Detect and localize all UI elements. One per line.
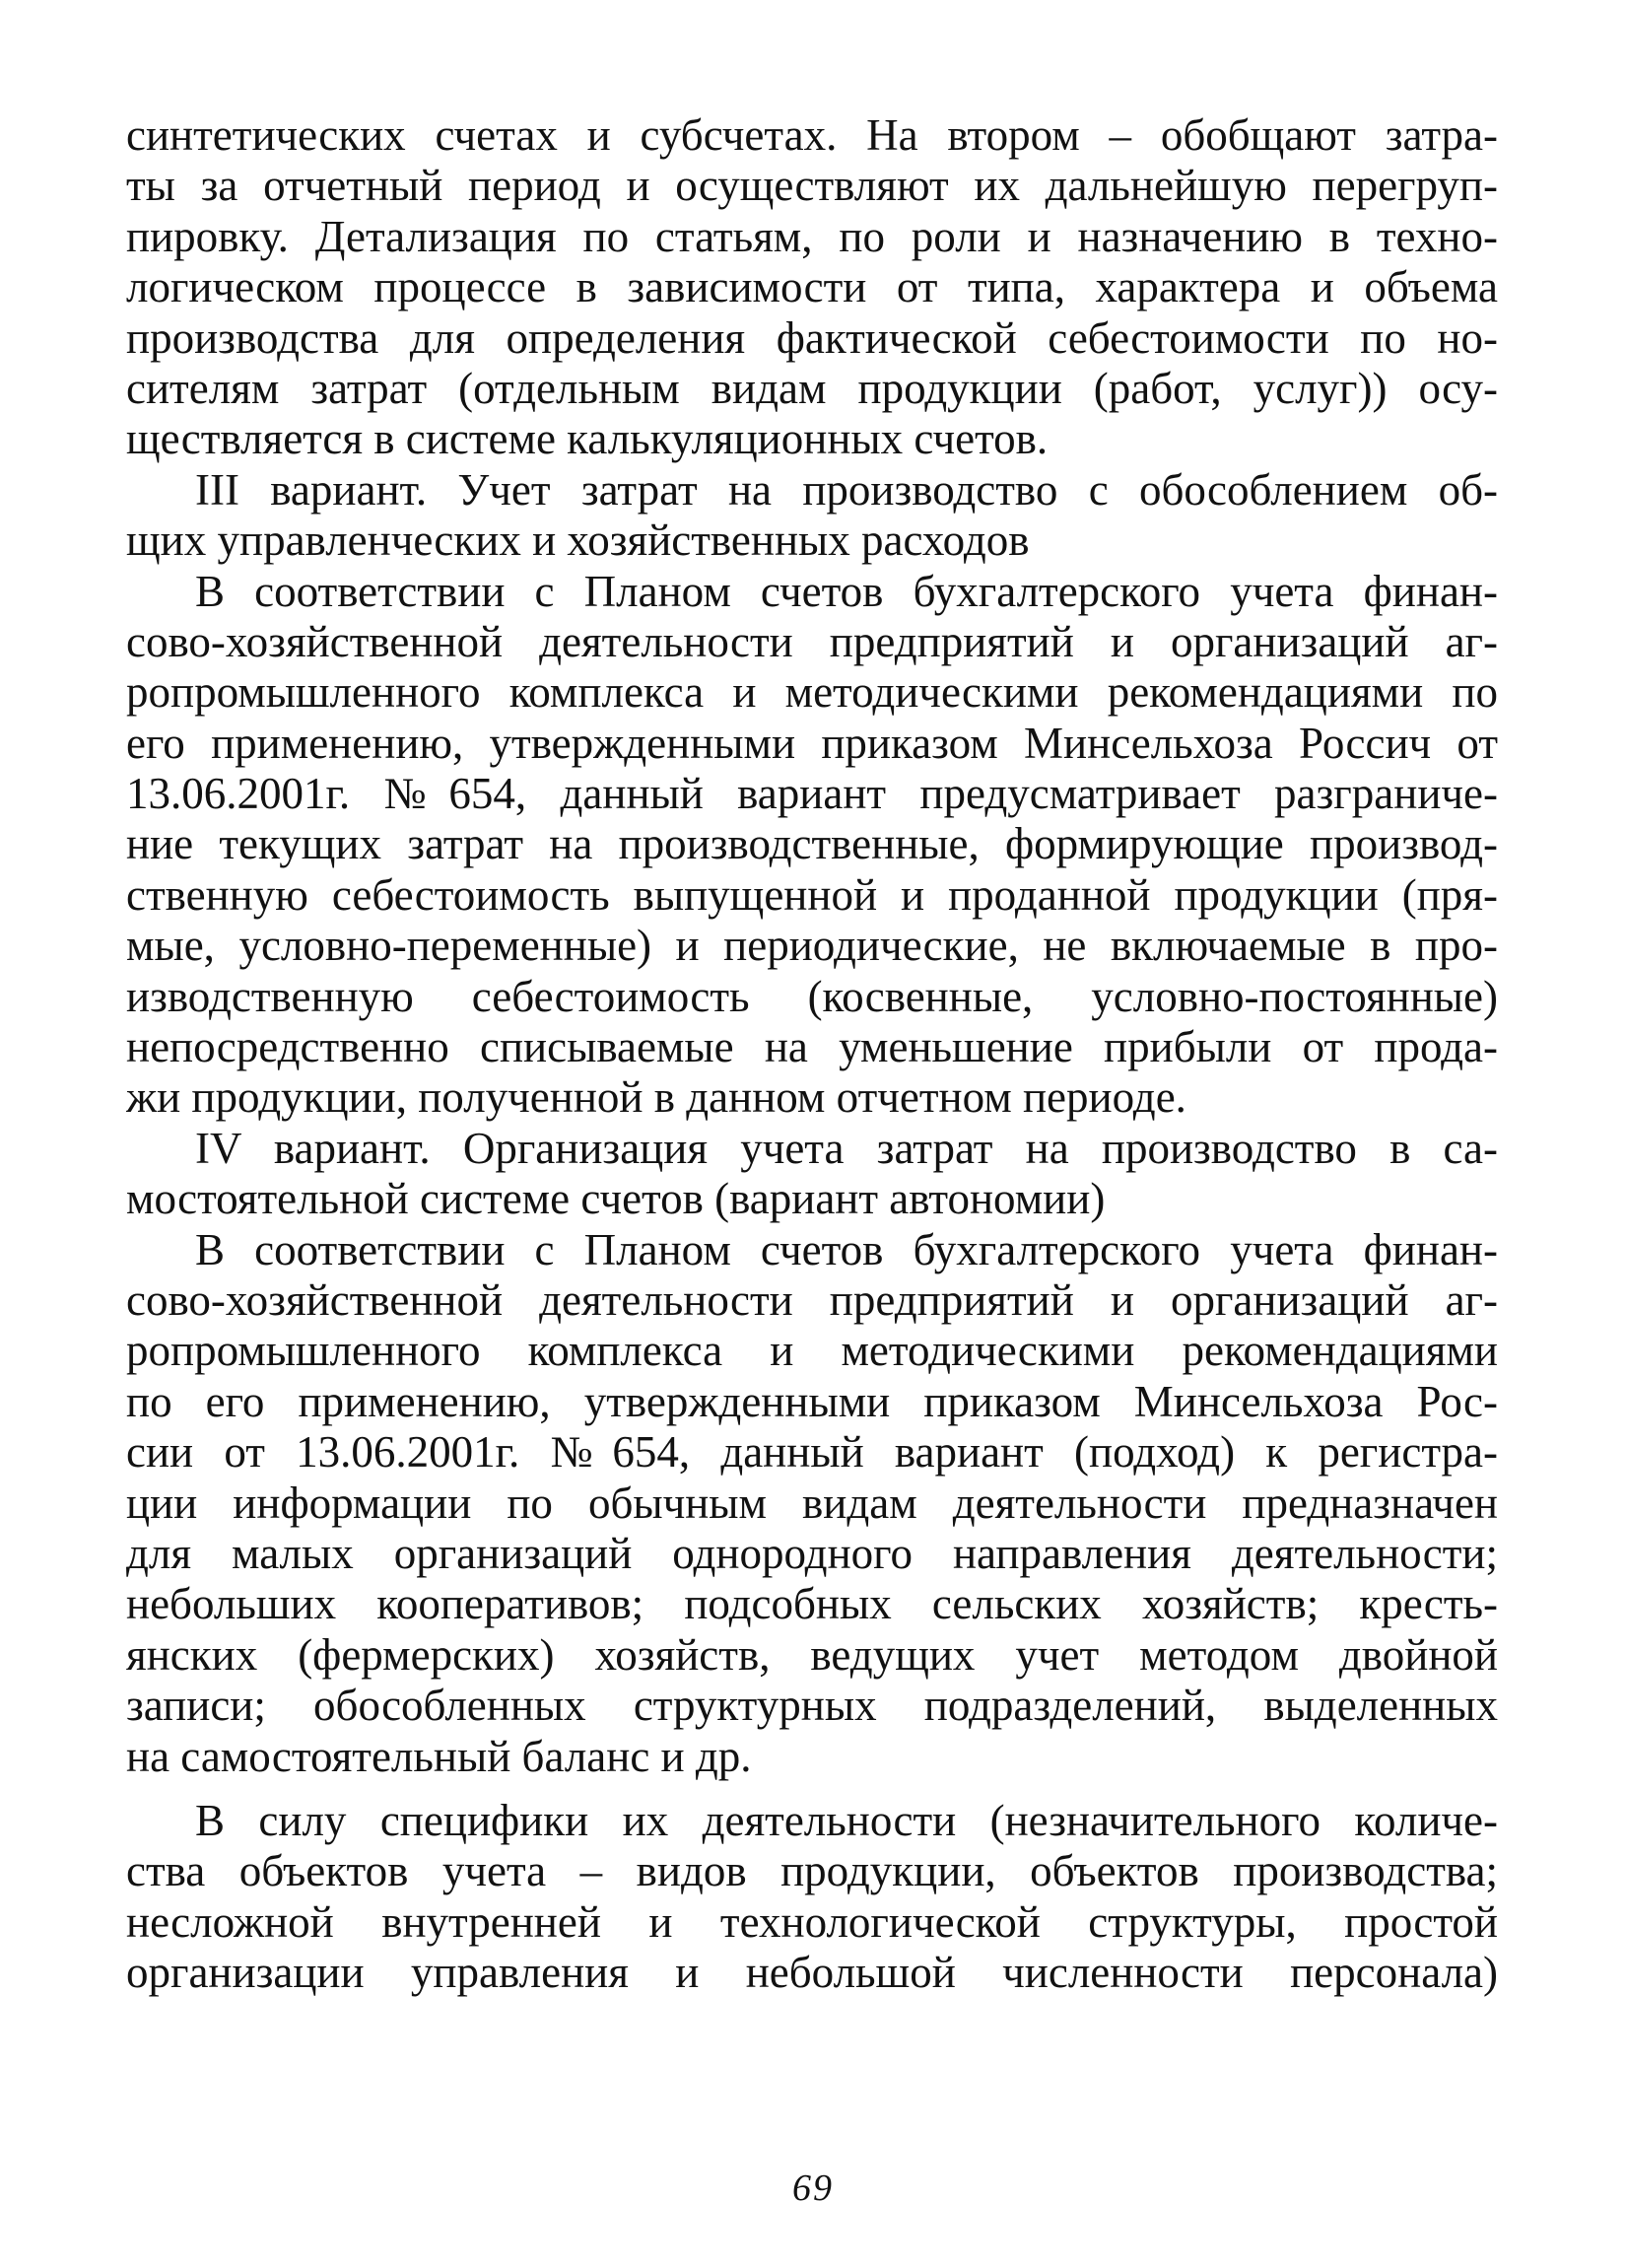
- text-line: сово-хозяйственной деятельности предприятий и организаций аг-: [126, 616, 1498, 666]
- text-line: сово-хозяйственной деятельности предприятий и организаций аг-: [126, 1274, 1498, 1325]
- text-line: ства объектов учета – видов продукции, объектов производства;: [126, 1846, 1498, 1896]
- text-line: IV вариант. Организация учета затрат на производство в са-: [195, 1123, 1498, 1173]
- text-line: несложной внутренней и технологической структуры, простой: [126, 1896, 1498, 1947]
- text-line: непосредственно списываемые на уменьшение прибыли от прода-: [126, 1022, 1498, 1072]
- text-line: янских (фермерских) хозяйств, ведущих учет методом двойной: [126, 1629, 1498, 1680]
- text-line: на самостоятельный баланс и др.: [126, 1731, 752, 1781]
- text-line: ственную себестоимость выпущенной и проданной продукции (пря-: [126, 869, 1498, 920]
- text-line: сителям затрат (отдельным видам продукции (работ, услуг)) осу-: [126, 363, 1498, 413]
- text-line: организации управления и небольшой численности персонала): [126, 1948, 1498, 1998]
- text-line: ние текущих затрат на производственные, формирующие производ-: [126, 819, 1498, 869]
- heading-variant-3: [126, 465, 1498, 567]
- page-text: [126, 110, 1498, 1998]
- paragraph-3: [126, 1225, 1498, 1782]
- text-line: ропромышленного комплекса и методическими рекомендациями: [126, 1326, 1498, 1376]
- text-line: ции информации по обычным видам деятельности предназначен: [126, 1478, 1498, 1528]
- paragraph-gap: [126, 1782, 1498, 1796]
- text-line: жи продукции, полученной в данном отчетном периоде.: [126, 1072, 1186, 1123]
- text-line: производства для определения фактической себестоимости по но-: [126, 312, 1498, 363]
- text-line: ропромышленного комплекса и методическими рекомендациями по: [126, 667, 1498, 718]
- heading-variant-4: [126, 1124, 1498, 1225]
- text-line: щих управленческих и хозяйственных расходов: [126, 515, 1030, 566]
- text-line: для малых организаций однородного направления деятельности;: [126, 1528, 1498, 1578]
- text-line: ществляется в системе калькуляционных счетов.: [126, 414, 1049, 464]
- text-line: сии от 13.06.2001г. №654, данный вариант (подход) к регистра-: [126, 1427, 1498, 1478]
- text-line: небольших кооперативов; подсобных сельских хозяйств; кресть-: [126, 1579, 1498, 1629]
- text-line: мостоятельной системе счетов (вариант автономии): [126, 1174, 1106, 1224]
- text-line: В силу специфики их деятельности (незначительного количе-: [195, 1795, 1498, 1845]
- paragraph-1: [126, 110, 1498, 465]
- text-line: 13.06.2001г. №654, данный вариант предусматривает разграниче-: [126, 769, 1498, 819]
- text-line: его применению, утвержденными приказом Минсельхоза Россич от: [126, 718, 1498, 768]
- text-line: мые, условно-переменные) и периодические, не включаемые в про-: [126, 921, 1498, 971]
- text-line: пировку. Детализация по статьям, по роли и назначению в техно-: [126, 211, 1498, 261]
- text-line: изводственную себестоимость (косвенные, условно-постоянные): [126, 971, 1498, 1021]
- text-line: ты за отчетный период и осуществляют их дальнейшую перегруп-: [126, 161, 1498, 211]
- text-line: синтетических счетах и субсчетах. На втором – обобщают затра-: [126, 110, 1498, 160]
- page-number: 69: [792, 2167, 834, 2209]
- paragraph-2: [126, 567, 1498, 1124]
- text-line: записи; обособленных структурных подразделений, выделенных: [126, 1681, 1498, 1731]
- text-line: В соответствии с Планом счетов бухгалтерского учета финан-: [195, 566, 1498, 616]
- text-line: по его применению, утвержденными приказом Минсельхоза Рос-: [126, 1376, 1498, 1426]
- text-line: III вариант. Учет затрат на производство с обособлением об-: [195, 464, 1498, 515]
- paragraph-4: [126, 1796, 1498, 1999]
- text-line: В соответствии с Планом счетов бухгалтерского учета финан-: [195, 1224, 1498, 1274]
- text-line: логическом процессе в зависимости от типа, характера и объема: [126, 262, 1498, 312]
